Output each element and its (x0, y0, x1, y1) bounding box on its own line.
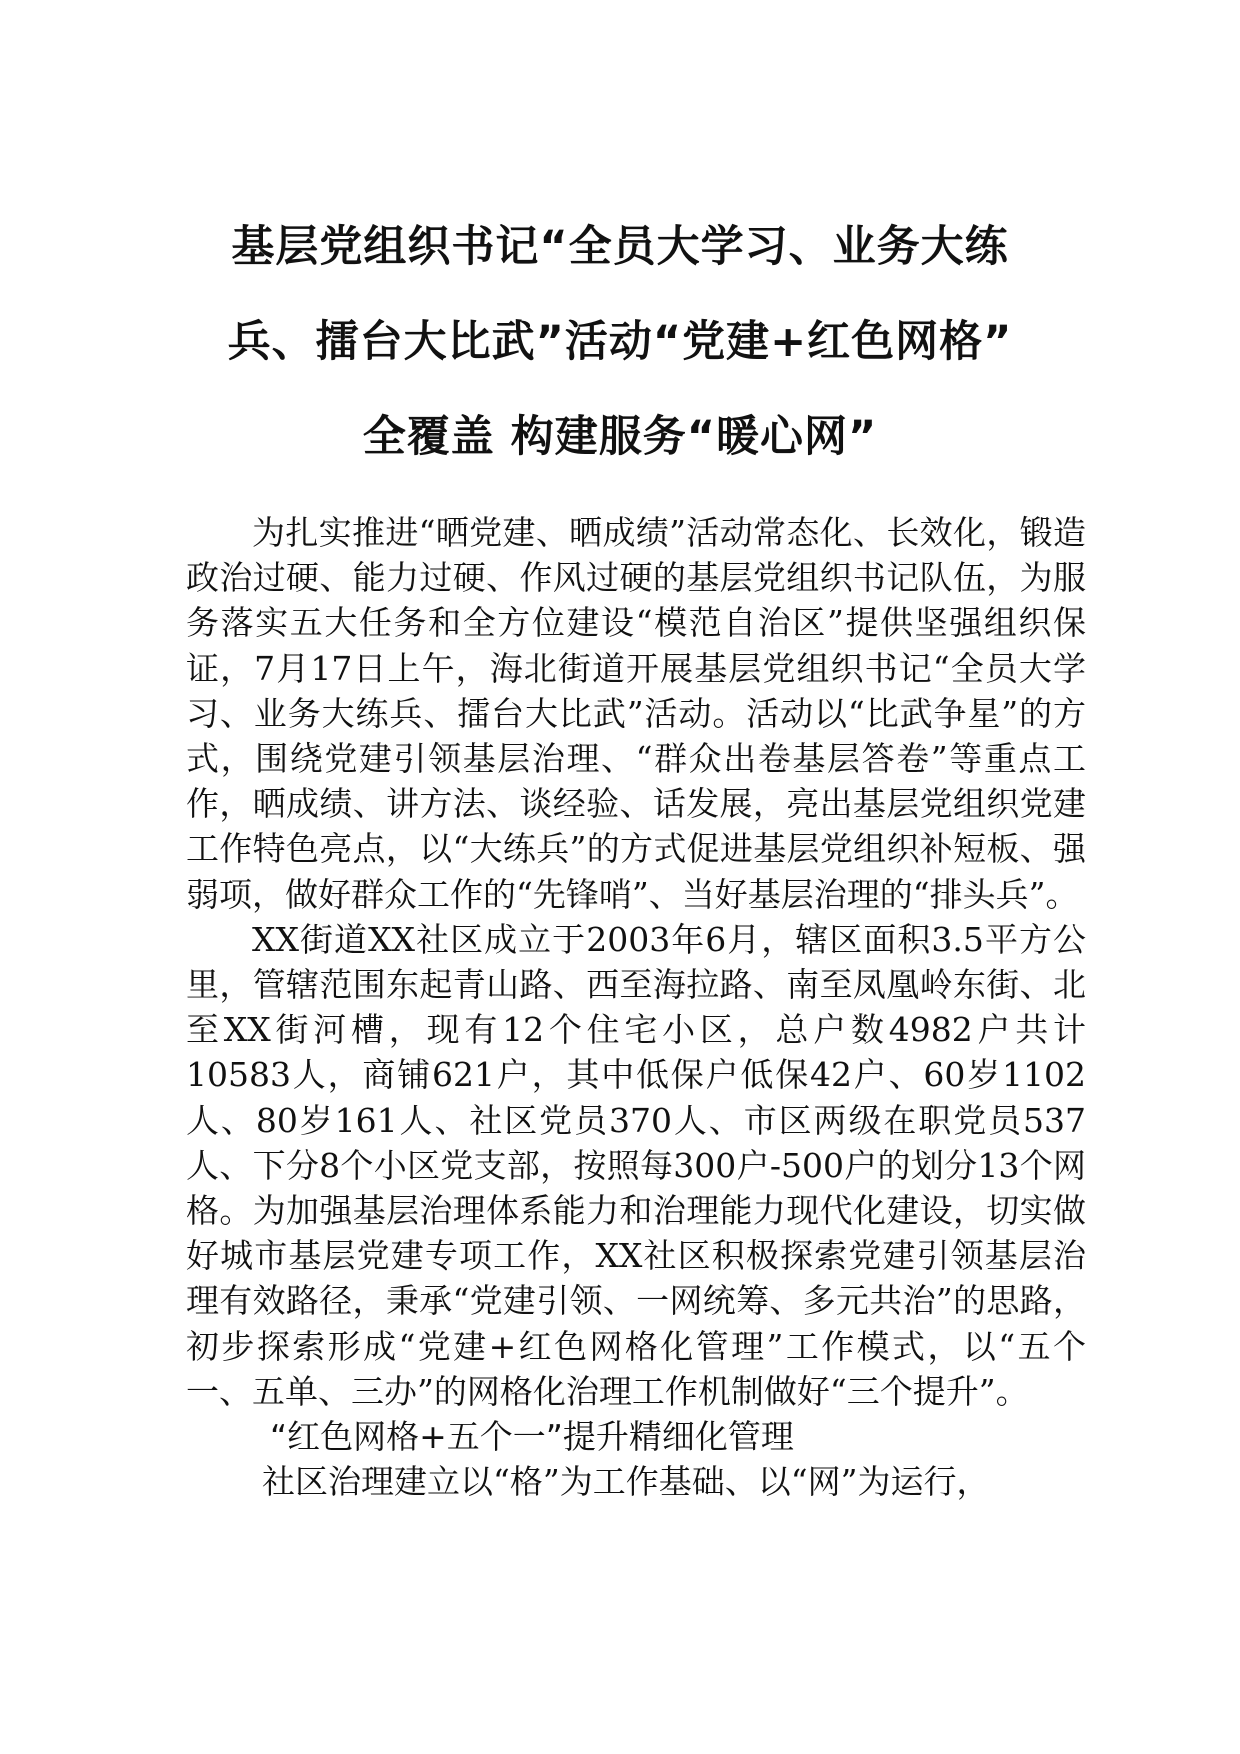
paragraph-community-overview: XX街道XX社区成立于2003年6月，辖区面积3.5平方公里，管辖范围东起青山路、西至海拉路、南至凤凰岭东街、北至XX街河槽，现有12个住宅小区，总户数4982户共计10583人，商铺621户，其中低保户低保42户、60岁1102人、80岁161人、社区党员370人、市区两级在职党员537人、下分8个小区党支部，按照每300户-500户的划分13个网格。为加强基层治理体系能力和治理能力现代化建设，切实做好城市基层党建专项工作，XX社区积极探索党建引领基层治理有效路径，秉承“党建引领、一网统筹、多元共治”的思路，初步探索形成“党建+红色网格化管理”工作模式，以“五个一、五单、三办”的网格化治理工作机制做好“三个提升”。 (186, 919, 1086, 1411)
title-line-3: 全覆盖 构建服务“暖心网” (362, 412, 878, 462)
section-subheading: “红色网格+五个一”提升精细化管理 (270, 1417, 794, 1457)
document-title (160, 200, 1080, 485)
title-line-1: 基层党组织书记“全员大学习、业务大练 (231, 222, 1009, 272)
paragraph-intro: 为扎实推进“晒党建、晒成绩”活动常态化、长效化，锻造政治过硬、能力过硬、作风过硬的基层党组织书记队伍，为服务落实五大任务和全方位建设“模范自治区”提供坚强组织保证，7月17日上午，海北街道开展基层党组织书记“全员大学习、业务大练兵、擂台大比武”活动。活动以“比武争星”的方式，围绕党建引领基层治理、“群众出卷基层答卷”等重点工作，晒成绩、讲方法、谈经验、话发展，亮出基层党组织党建工作特色亮点，以“大练兵”的方式促进基层党组织补短板、强弱项，做好群众工作的“先锋哨”、当好基层治理的“排头兵”。 (186, 513, 1086, 914)
document-body (186, 510, 1086, 1504)
paragraph-section-start: 社区治理建立以“格”为工作基础、以“网”为运行， (262, 1462, 990, 1502)
title-line-2: 兵、擂台大比武”活动“党建+红色网格” (227, 317, 1013, 367)
